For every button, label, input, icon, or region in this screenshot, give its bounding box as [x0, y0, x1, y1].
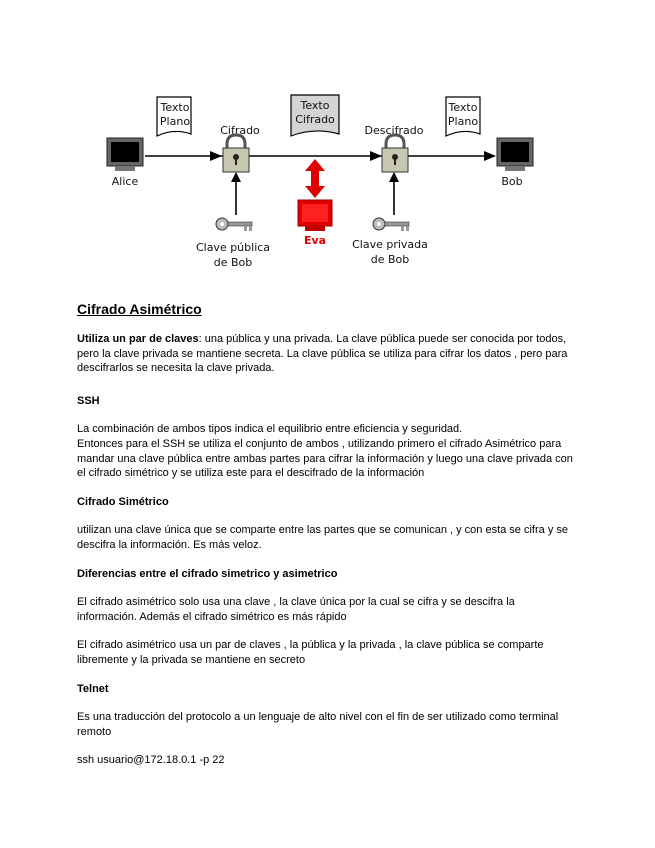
doc-left-line1: Texto: [160, 101, 190, 114]
diff-p1: El cifrado asimétrico solo usa una clave , la clave única por la cual se cifra y se descifra la información. Además el cifrado simétrico es más rápido: [77, 596, 515, 623]
decrypt-lock-icon: [382, 135, 408, 172]
eva-label: Eva: [303, 234, 327, 247]
doc-left-line2: Plano: [159, 115, 191, 128]
private-key-icon: [373, 218, 409, 231]
sim-text: utilizan una clave única que se comparte entre las partes que se comunican , y con esta se cifra y se descifra la información. Es más veloz.: [77, 524, 568, 551]
alice-label: Alice: [111, 175, 139, 188]
doc-right-line2: Plano: [447, 115, 479, 128]
ssh-line1: La combinación de ambos tipos indica el equilibrio entre eficiencia y seguridad.: [77, 423, 463, 436]
ssh-line2: Entonces para el SSH se utiliza el conjunto de ambos , utilizando primero el cifrado Asimétrico para mandar una clave pública entre ambas partes para cifrar la información y luego una clave privada con el cifrado simétrico y se utiliza este para el descifrado de la información: [77, 437, 573, 480]
eva-computer-icon: [298, 200, 332, 231]
descifrado-label: Descifrado: [364, 124, 424, 137]
telnet-text: Es una traducción del protocolo a un lenguaje de alto nivel con el fin de ser utilizado como terminal remoto: [77, 711, 559, 738]
encryption-diagram: [0, 0, 655, 290]
alice-computer-icon: [107, 138, 143, 171]
cifrado-label: Cifrado: [220, 124, 260, 137]
public-key-label-line2: de Bob: [213, 256, 253, 269]
private-key-label-line1: Clave privada: [352, 238, 428, 251]
intro-paragraph: [77, 332, 577, 376]
intro-bold: Utiliza un par de claves: [77, 333, 199, 345]
public-key-label-line1: Clave pública: [195, 241, 271, 254]
public-key-icon: [216, 218, 252, 231]
private-key-arrow: [389, 172, 399, 182]
bob-label: Bob: [501, 175, 523, 188]
encrypt-lock-icon: [223, 135, 249, 172]
diff-heading: Diferencias entre el cifrado simetrico y asimetrico: [77, 567, 338, 580]
bob-computer-icon: [497, 138, 533, 171]
doc-cipher-line1: Texto: [300, 99, 330, 112]
telnet-heading: Telnet: [77, 682, 109, 695]
doc-right-line1: Texto: [448, 101, 478, 114]
ssh-command: ssh usuario@172.18.0.1 -p 22: [77, 754, 225, 767]
arrow-head-2: [370, 151, 382, 161]
arrow-head-3: [484, 151, 496, 161]
sim-heading: Cifrado Simétrico: [77, 495, 169, 508]
arrow-head-1: [210, 151, 222, 161]
intro-rest: : una pública y una privada. La clave pública puede ser conocida por todos, pero la clave privada se mantiene secreta. La clave pública se utiliza para cifrar los datos , pero para descifrarlos se necesita la clave privada.: [77, 333, 568, 375]
public-key-arrow: [231, 172, 241, 182]
ssh-heading: SSH: [77, 394, 100, 407]
eva-eavesdrop-arrow-icon: [305, 159, 325, 198]
diff-p2: El cifrado asimétrico usa un par de claves , la pública y la privada , la clave pública se comparte libremente y la privada se mantiene en secreto: [77, 639, 544, 666]
doc-cipher-line2: Cifrado: [295, 113, 335, 126]
document-body: [77, 300, 577, 768]
page-title: Cifrado Asimétrico: [77, 301, 202, 317]
private-key-label-line2: de Bob: [370, 253, 410, 266]
